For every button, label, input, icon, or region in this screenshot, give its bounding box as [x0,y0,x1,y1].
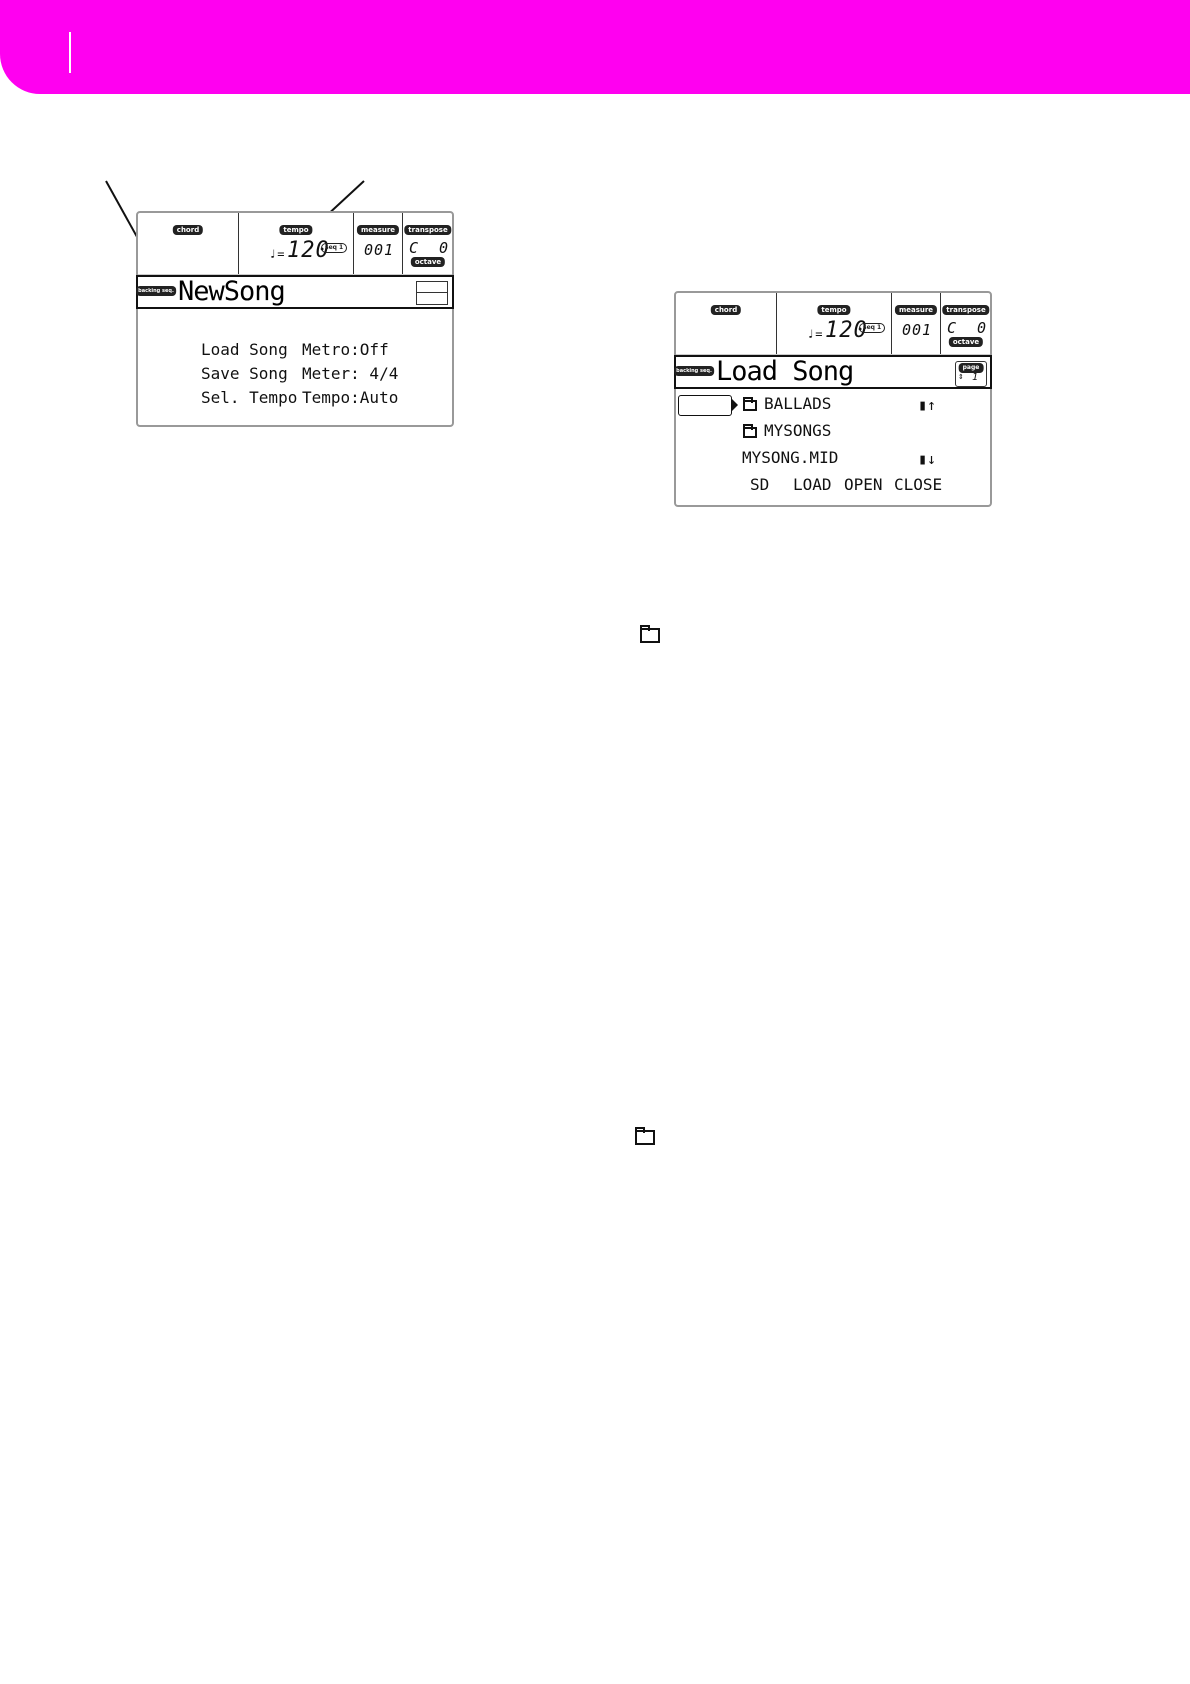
tempo-value: 120 [287,238,330,263]
transpose-label: transpose [404,225,451,235]
page-value: 1 [972,372,980,383]
measure-label: measure [357,225,399,235]
transpose-cell [941,293,992,354]
page-arrow-icon: ⇕ [958,373,964,381]
close-button[interactable]: CLOSE [894,475,943,494]
chord-label: chord [173,225,203,235]
tempo-label: tempo [279,225,312,235]
transpose-value: 0 [977,319,988,337]
transpose-key: C [409,239,420,257]
lcd-display-main [136,211,454,427]
quarter-note-icon: ♩= [269,247,286,261]
measure-cell [354,213,403,274]
octave-label: octave [949,337,983,347]
measure-value: 001 [364,241,395,259]
sd-button[interactable]: SD [750,475,770,494]
file-item-mysongs[interactable]: MYSONGS [764,421,832,440]
file-item-mysong-mid[interactable]: MYSONG.MID [742,448,839,467]
folder-icon [640,628,660,643]
chord-label: chord [711,305,741,315]
open-button[interactable]: OPEN [844,475,883,494]
page-indicator [955,361,987,387]
lcd-title-bar [674,355,992,389]
song-title: NewSong [178,276,285,307]
lcd-display-load-song [674,291,992,507]
lcd-status-row [138,213,452,275]
tempo-cell [777,293,892,354]
octave-label: octave [411,257,445,267]
menu-metro[interactable]: Metro:Off [302,340,389,359]
measure-value: 001 [902,321,933,339]
menu-save-song[interactable]: Save Song [201,364,288,383]
selection-arrow-icon [732,399,738,411]
chord-cell [138,213,239,274]
menu-tempo-mode[interactable]: Tempo:Auto [302,388,399,407]
lcd-status-row [676,293,990,355]
transpose-key: C [947,319,958,337]
menu-meter[interactable]: Meter: 4/4 [302,364,399,383]
transpose-label: transpose [942,305,989,315]
seq-badge: seq 1 [321,243,347,253]
page-title: Load Song [716,356,854,387]
tempo-value: 120 [825,318,868,343]
page-label: page [959,363,984,373]
menu-sel-tempo[interactable]: Sel. Tempo [201,388,298,407]
mode-badge: backing seq. [676,368,712,374]
scroll-down-icon[interactable]: ▮↓ [918,450,937,468]
chord-cell [676,293,777,354]
quarter-note-icon: ♩= [807,327,824,341]
load-button[interactable]: LOAD [793,475,832,494]
measure-cell [892,293,941,354]
measure-label: measure [895,305,937,315]
transpose-cell [403,213,454,274]
seq-badge: seq 1 [859,323,885,333]
menu-load-song[interactable]: Load Song [201,340,288,359]
transpose-value: 0 [439,239,450,257]
page-indicator-box [416,281,448,305]
scroll-up-icon[interactable]: ▮↑ [918,396,937,414]
folder-icon [743,427,757,438]
folder-icon [743,400,757,411]
lcd-title-bar [136,275,454,309]
selection-cursor [678,395,732,416]
file-item-ballads[interactable]: BALLADS [764,394,832,413]
folder-icon [635,1130,655,1145]
mode-badge: backing seq. [138,288,174,294]
tempo-label: tempo [817,305,850,315]
tempo-cell [239,213,354,274]
